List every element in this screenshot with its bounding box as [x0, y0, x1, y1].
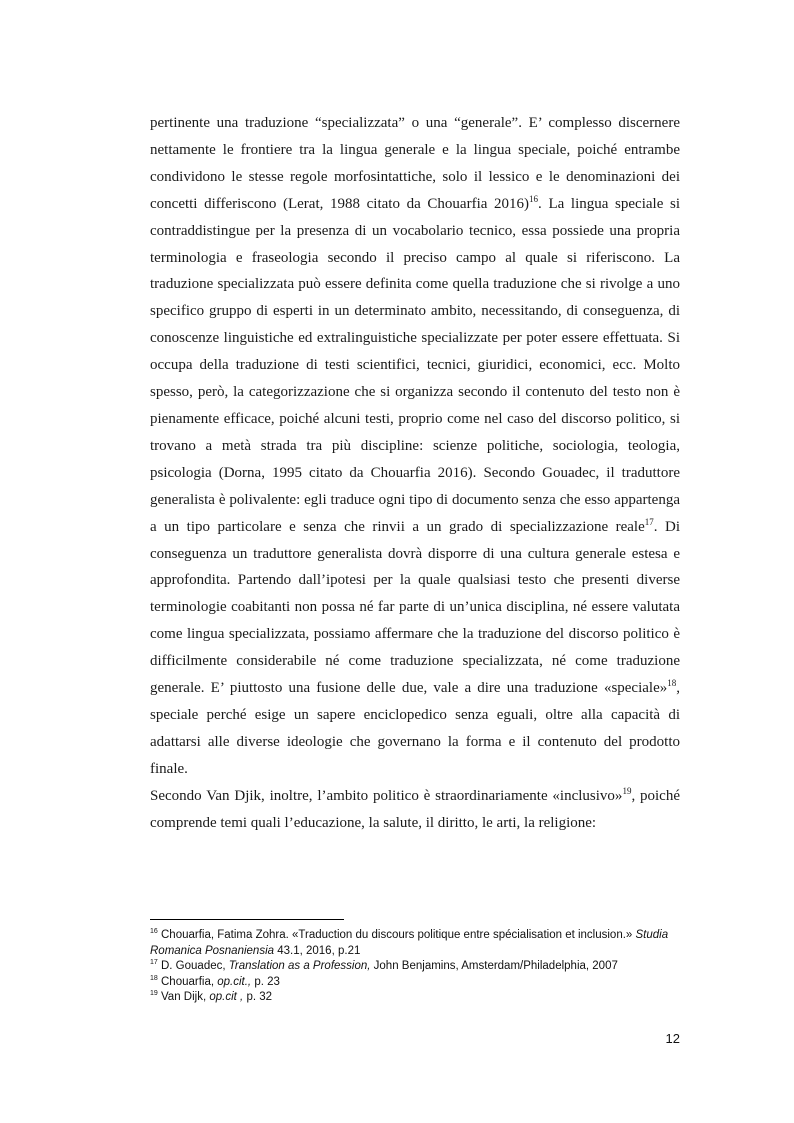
footnote-separator: [150, 919, 344, 920]
footnote-title: Studia Romanica Posnaniensia: [150, 929, 669, 957]
footnote-title: op.cit.,: [217, 975, 252, 988]
footnote-text: p. 23: [251, 975, 280, 988]
footnote-ref-19[interactable]: 19: [622, 785, 632, 796]
body-text: [150, 110, 680, 836]
footnote-text: p. 32: [243, 991, 273, 1004]
footnote-title: op.cit ,: [209, 991, 244, 1004]
footnote-ref-18[interactable]: 18: [667, 678, 677, 689]
footnote-number: 19: [150, 990, 158, 998]
paragraph-1-text-d: , speciale perché esige un sapere enciclopedico senza eguali, oltre alla capacità di adattarsi alle diverse ideologie che governano la forma e il contenuto del prodotto finale.: [150, 680, 680, 777]
footnote-number: 18: [150, 974, 158, 982]
footnote-text: Chouarfia,: [157, 975, 218, 988]
paragraph-1: [150, 110, 680, 783]
footnote-text: 43.1, 2016, p.21: [274, 944, 361, 957]
paragraph-1-text-c: . Di conseguenza un traduttore generalista dovrà disporre di una cultura generale estesa e approfondita. Partendo dall’ipotesi per la quale qualsiasi testo che presenti diverse terminologie coabitanti non possa né far parte di un’unica disciplina, né essere valutata come lingua specializzata, possiamo affermare che la traduzione del discorso politico è difficilmente considerabile né come traduzione specializzata, né come traduzione generale. E’ piuttosto una fusione delle due, vale a dire una traduzione «speciale»: [150, 518, 681, 697]
footnote-16: [150, 928, 690, 959]
footnote-text: Van Dijk,: [157, 991, 210, 1004]
footnote-ref-17[interactable]: 17: [644, 516, 654, 527]
footnote-title: Translation as a Profession,: [228, 960, 371, 973]
footnote-18: [150, 975, 690, 991]
paragraph-1-text-a: pertinente una traduzione “specializzata” o una “generale”. E’ complesso discernere nettamente le frontiere tra la lingua generale e la lingua speciale, poiché entrambe condividono le stesse regole morfosintattiche, solo il lessico e le denominazioni dei concetti differiscono (Lerat, 1988 citato da Chouarfia 2016): [150, 115, 680, 212]
footnote-text: D. Gouadec,: [157, 960, 229, 973]
footnote-ref-16[interactable]: 16: [529, 193, 539, 204]
footnote-text: Chouarfia, Fatima Zohra. «Traduction du discours politique entre spécialisation et inclusion.»: [157, 929, 636, 941]
footnote-number: 16: [150, 928, 158, 936]
paragraph-2: [150, 783, 680, 837]
footnote-19: [150, 990, 690, 1006]
footnote-number: 17: [150, 959, 158, 967]
footnote-17: [150, 959, 690, 975]
paragraph-1-text-b: . La lingua speciale si contraddistingue per la presenza di un vocabolario tecnico, essa possiede una propria terminologia e fraseologia secondo il preciso campo al quale si riferiscono. La traduzione specializzata può essere definita come quella traduzione che si rivolge a uno specifico gruppo di esperti in un determinato ambito, necessitando, di conseguenza, di conoscenze linguistiche ed extralinguistiche specializzate per poter essere effettuata. Si occupa della traduzione di testi scientifici, tecnici, giuridici, economici, ecc. Molto spesso, però, la categorizzazione che si organizza secondo il contenuto del testo non è pienamente efficace, poiché alcuni testi, proprio come nel caso del discorso politico, si trovano a metà strada tra più discipline: scienze politiche, sociologia, teologia, psicologia (Dorna, 1995 citato da Chouarfia 2016). Secondo Gouadec, il traduttore generalista è polivalente: egli traduce ogni tipo di documento senza che esso appartenga a un tipo particolare e senza che rinvii a un grado di specializzazione reale: [150, 195, 681, 535]
page-number: 12: [665, 1031, 680, 1046]
footnote-text: John Benjamins, Amsterdam/Philadelphia, 2007: [370, 960, 618, 973]
paragraph-2-text-b: , poiché comprende temi quali l’educazione, la salute, il diritto, le arti, la religione:: [150, 787, 681, 831]
footnotes: [150, 928, 690, 1006]
paragraph-2-text-a: Secondo Van Djik, inoltre, l’ambito politico è straordinariamente «inclusivo»: [150, 787, 623, 804]
